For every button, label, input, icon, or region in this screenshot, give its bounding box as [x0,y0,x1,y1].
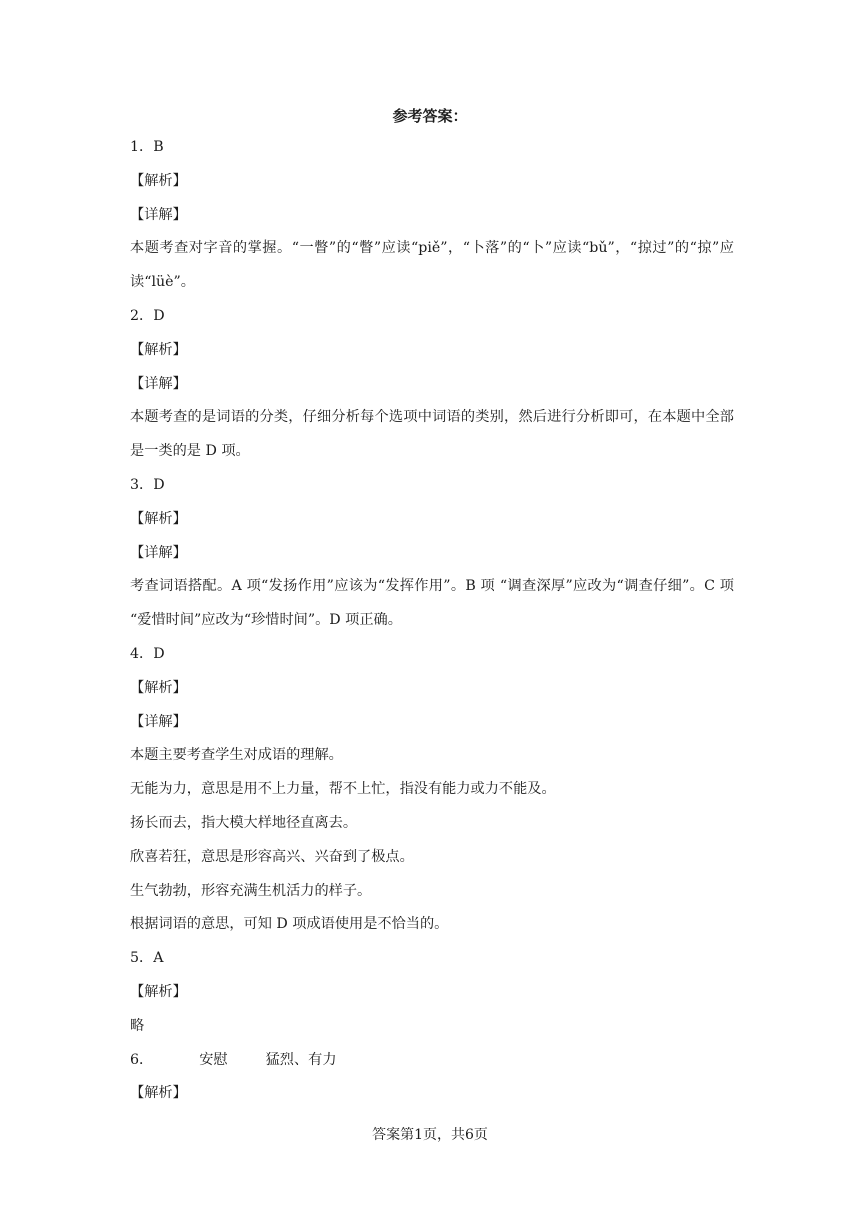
q5-analysis-label: 【解析】 [130,983,187,1000]
q6-blank-2: 猛烈、有力 [265,1051,337,1068]
q2-analysis-label: 【解析】 [130,341,187,358]
page-title: 参考答案： [392,107,468,125]
q6-answer [130,1044,734,1078]
q6-number: 6． [130,1051,154,1068]
q4-answer: 4．D [130,645,165,662]
q4-detail-line-1: 本题主要考查学生对成语的理解。 [130,747,343,764]
q3-detail-label: 【详解】 [130,544,187,561]
q4-detail-label: 【详解】 [130,713,187,730]
q1-answer: 1．B [130,139,164,155]
q5-answer: 5．A [130,950,164,967]
q3-detail-text: 考查词语搭配。A 项“发扬作用”应该为“发挥作用”。B 项 “调查深厚”应改为“调查仔细”。C 项 “爱惜时间”应改为“珍惜时间”。D 项正确。 [130,578,734,629]
q6-blank-1: 安慰 [199,1051,228,1068]
q4-detail-line-3: 扬长而去，指大模大样地径直离去。 [130,814,358,831]
q4-detail-line-2: 无能为力，意思是用不上力量，帮不上忙，指没有能力或力不能及。 [130,781,556,798]
page-footer: 答案第1页，共6页 [372,1127,488,1143]
q5-detail-text: 略 [130,1017,145,1034]
q3-answer: 3．D [130,476,165,493]
q1-analysis-label: 【解析】 [130,172,187,189]
q3-analysis-label: 【解析】 [130,510,187,527]
q4-detail-line-5: 生气勃勃，形容充满生机活力的样子。 [130,882,372,899]
q2-detail-label: 【详解】 [130,375,187,392]
q2-detail-text: 本题考查的是词语的分类，仔细分析每个选项中词语的类别，然后进行分析即可，在本题中全部是一类的是 D 项。 [130,409,734,460]
q6-analysis-label: 【解析】 [130,1085,187,1102]
q4-analysis-label: 【解析】 [130,679,187,696]
q1-detail-text: 本题考查对字音的掌握。“一瞥”的“瞥”应读“piě”，“卜落”的“卜”应读“bǔ”，“掠过”的“掠”应读“lüè”。 [130,240,734,291]
q1-detail-label: 【详解】 [130,206,187,223]
q4-detail-line-6: 根据词语的意思，可知 D 项成语使用是不恰当的。 [130,916,449,933]
answer-content [130,131,734,1111]
q2-answer: 2．D [130,307,165,324]
q4-detail-line-4: 欣喜若狂，意思是形容高兴、兴奋到了极点。 [130,848,414,865]
